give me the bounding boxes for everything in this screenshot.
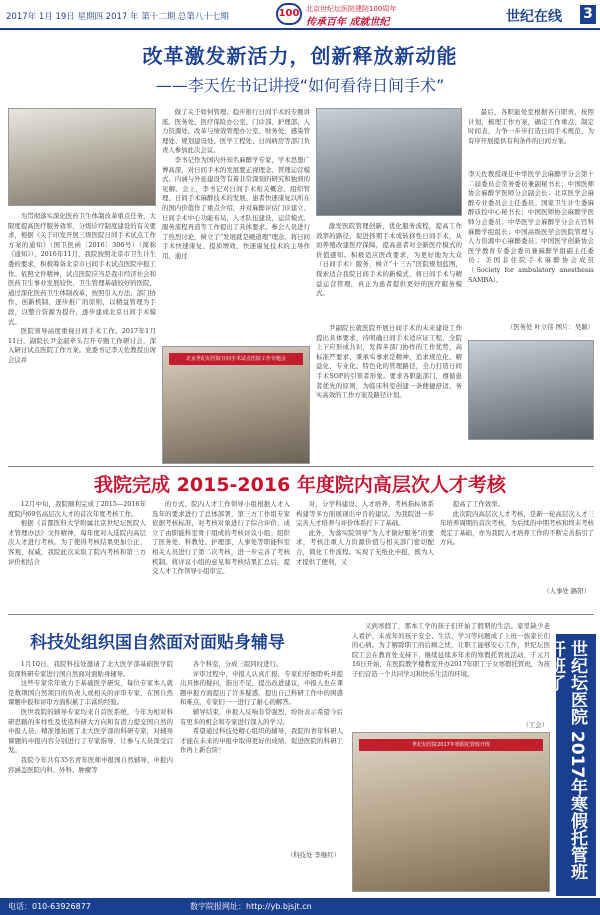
page-header <box>0 0 600 30</box>
article3-title: 科技处组织国自然面对面贴身辅导 <box>30 633 285 653</box>
article1-credit: （医务处 叶立伟 图片：吴颖） <box>506 323 594 331</box>
article4-text: 又到寒假了，那本工学的孩子们开始了假期的生活。家里缺少老人看护，未成年的孩子安全、生活、学习等问题成了上班一族家长们的心病。为了解除职工的后顾之忧，让职工能够安心工作，世纪坛医院工会在教育处支持下，继续延续多年来的寒假托管班活动，千元月16日开始，在医院教学楼教室开办2017年职工子女寒假托管班，为孩子们营造一个共同学习和快乐生活的环境。 <box>352 622 550 678</box>
article2-col3: 对，分学科建设、人才培养、考核指标体系构建等多方面展现出中肯的建议。为我院进一步完善人才培养与评价体系打下了基础。 此外，为落实院领导“为人才做好服务”的要求，考核注重人力资源价值与相关部门密切配合，简化工作流程。实现了无纸化申报，既为人才提供了便利，又 <box>296 500 434 566</box>
article1-col3-bottom: 尹副院长就医院开展日间手术的未来建设工作提出具体要求，待明确日间手术适应证工程，全院上下应形成共识，发挥多部门协作的工作优势，高标准严要求，秉承实事求是精神，追求规范化、精益化、专业化、特色化的管理路径，全力打造日间手术SOP的引领者形象。要求各职能部门，遵循患者优先的原则，为临床科室创建一条便捷舒适、务实高效的工作方案及路径计划。 <box>316 324 462 400</box>
page-number: 3 <box>580 5 596 24</box>
article3-col1: 1月10日，我院科技处邀请了北大医学部基础医学院资深科研专家进行国自然面对面贴身辅导。 这些专家常年致力于基础医学研究，每位专家本人就是数项国自然项目的负责人或相关的评审专家，在国自然课题申报和评审方面积累了丰富的经验。 医世我院的辅导专家均来自首医系统，今年为相对科研思路的多样性及优选科研大方向和有潜力提交国自然的申报人员，精准地拓展了北大医学部的科研专家，对辅导课题的申报内容分别进行了专家指导，让参与人员深受启发。 我院今年共有35名青年医师申报国自然辅导，申报内容涵盖医院内科、外科、肿瘤等 <box>8 660 173 774</box>
page-footer <box>0 898 600 915</box>
article2-title: 我院完成 2015-2016 年度院内高层次人才考核 <box>94 474 506 496</box>
article1-subtitle: ——李天佐书记讲授“如何看待日间手术” <box>155 76 445 95</box>
winter-camp-banner: 世纪坛医院2017年寒假托管班开班 <box>359 739 543 751</box>
conference-banner: 北京世纪坛医院日间手术试点医院工作专题会 <box>169 353 303 365</box>
photo-winter-camp <box>352 732 550 892</box>
photo-presenter <box>468 340 594 440</box>
footer-phone: 电话：010-63926877 <box>8 902 91 911</box>
article1-col3-top: 激发医院管理创新，优化服务流程，提高工作效率的路径，促进择期手术或转移性日间手术，从而养殖改建医疗保障，提高患者对全新医疗模式的价值感知。积极适应医改要求，为更好地为大众（日间手术）服务，树立“十三五”医院规划蓝图，探索适合我院日间手术的新模式，将日间手术与精益运营管理，真正为患者提供更好的医疗服务模式。 <box>316 222 462 298</box>
article2-credit: （人事处 路阳） <box>543 587 590 595</box>
article1-col4-top: 最后，各职能处室根据各自职责，按照计划，梳理工作方案，确定工作重点、制定时间表，力争一步步打造日间手术规范，为有序开展提供有利条件的日间方案。 <box>468 108 594 145</box>
photo-meeting-room <box>8 108 156 206</box>
article4-credit: （工会） <box>522 721 548 729</box>
author-profile: 李天佐教授现任中华医学会麻醉学分会第十二届委员会常务委员兼副秘书长；中国医师协会麻醉学医师分会副会长；北京医学会麻醉专业委员会主任委员；国家卫生计生委麻醉质控中心秘书长；中国医师协会麻醉学医师分会委员；中华医学会麻醉学分会五官科麻醉学组组长；中国高级医学会医院管理与人力资源中心麻醉委员；中国医学创新协会医学教育专委会委员兼麻醉学组副主任委员；美国非住院手术麻醉协会成员（Society for ambulatory anesthesia SAMBA）。 <box>468 170 594 284</box>
article1-col2: 做了关于如何管理、稳步推行日间手术的专题讲座。医务处、医疗保险办公室、门诊部、护理部、人力资源处、改革与绩效管理办公室、财务处、感染管理处、规划建设处、医学工程处、日间病房等部门负责人参加此次会议。 李书记作为国内外知名麻醉学专家，学术思想广博高深，对日间手术的发展要正视理念、管理运营模式、内涵与外延建设等有着非常深刻的研究和独到的见解。会上，李书记对日间手术相关概念、组织管理、日间手术麻醉技术的发展、患者快速康复以所在的国内价值作了重点介绍，并对麻醉评估门诊建立、日间手术中心功能布局、人才队伍建设、运营模式、服务流程再造等工作提出了具体要求。参会人员进行了热烈讨论，树立了“发展就是硬道理”理念，将日间手术快速康复、提质增效、快速康复技术的主导作用，通过 <box>162 108 310 260</box>
section-title: 世纪在线 <box>506 9 562 25</box>
article3-credit: （科技处 李继红） <box>286 851 340 859</box>
article1-title: 改革激发新活力，创新释放新动能 <box>142 44 458 68</box>
divider <box>8 614 594 615</box>
photo-lecture <box>316 108 462 216</box>
masthead-line2: 传承百年 成就世纪 <box>306 17 390 28</box>
article1-col1: 为贯彻落实深化医药卫生体制改革重点任务，大限度提高医疗服务效率，分级诊疗制度建设的有关要求，根据《关于印发开展三级医院日间手术试点工作方案的通知》（国卫医函〔2016〕306号）（简称《通知》），2016年11月，我院按照北京市卫生计生委的要求，积极筹备北京市日间手术试点医院申报工作。依照文件精神，试点医院应当是我市经济社会和医药卫生事业发展较快、卫生管理基础较好的医院，通过深化医药卫生体制改革，按照引入方法、部门协作、创新机制、逐步推广的原则，以精益管理为手段，以整合资源为提升，逐步建成北京日间手术模式。 医院领导高度重视日间手术工作。2017年1月11日，副院长尹金淑牵头召开专题工作研讨会，深入研讨试点医院工作方案。党委书记李天佐教授出席会议并 <box>8 212 156 364</box>
divider <box>8 466 594 467</box>
article2-col1: 12月中旬，我院顺利完成了2015—2016年度院内69名高层次人才的首次年度考核工作。 根据《首都医科大学附属北京世纪坛医院人才管理办法》文件精神，每年度对入选院内高层次人才进行考核。为了使得考核结果更加公正、客观、权威，我院此次采取了院内考核和第三方评价相结合 <box>8 500 146 566</box>
article2-col4: 提高了工作效率。 此次院内高层次人才考核，是新一轮高层次人才三年培养周期的首次考核，为后续的中期考核和终末考核奠定了基础，亦为我院人才培养工作的不断完善指引了方向。 <box>440 500 594 547</box>
centennial-logo-icon: 100 <box>276 3 302 25</box>
footer-website[interactable]: 数字院报网址：http://yb.bjsjt.cn <box>190 902 312 911</box>
dateline: 2017年 1月 19日 星期四 2017 年 第十二期 总第八十七期 <box>6 12 229 22</box>
article4-vertical-title: 世纪坛医院 2017年寒假托管班开班了 <box>556 634 596 896</box>
article2-col2: 的方式。院内人才工作领导小组根据人才入选年的要求进行了总体部署，第三方工作组专家依据考核标准，对考核对象进行了综合评价，成立了由职能科室骨干组成的考核评议小组；组织了医务处、科教处、护理部、人事处等职能科室相关人员进行了第二次考核，进一步完善了考核机制。将评议小组的意见和考核结果汇总后，提交人才工作领导小组审定。 <box>152 500 290 576</box>
photo-conference <box>162 346 310 464</box>
masthead-line1: 北京世纪坛医院建院100周年 <box>306 5 397 13</box>
article3-col2: 各个科室，分成三组同时进行。 评审过程中，申报人认真汇报，专家们仔细聆听并提出具体的疑问，指出不足，提出改进建议，申报人也在课题申报方面提出了许多疑惑，提出自己科研工作中的困惑和难点，专家们一一进行了耐心的解答。 辅导结束，申报人反响非常强烈，纷纷表示希望今后有更多的机会和专家进行深入的学习。 希望通过科技处精心组织的辅导，我院的青年科研人才能在未来的申报中取得更好的成绩，促进医院的科研工作再上新台阶！ <box>180 660 343 755</box>
